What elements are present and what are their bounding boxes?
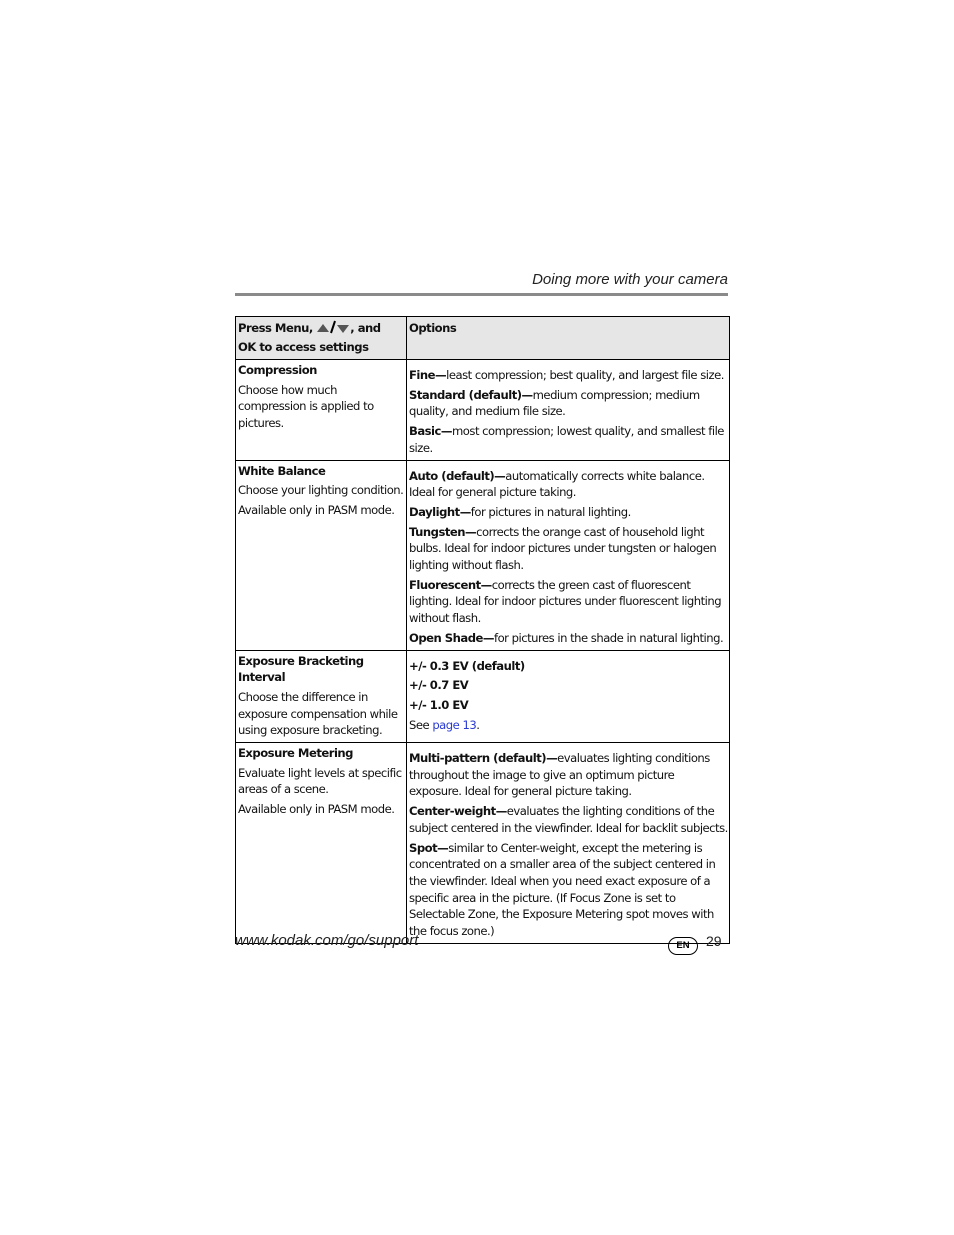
see-reference: See page 13. bbox=[409, 717, 480, 732]
option-item: Spot—similar to Center-weight, except the metering is concentrated on a smaller area of the subject centered in the viewfinder. Ideal when you need exact exposure of a specific area in the picture. (If Focus Zone is set to Selectable Zone, the Exposure Metering spot moves with the focus zone.) bbox=[409, 840, 716, 939]
option-item: Tungsten—corrects the orange cast of household light bulbs. Ideal for indoor pictures under tungsten or halogen lighting without flash. bbox=[409, 524, 717, 573]
options-cell bbox=[407, 650, 730, 743]
table-row bbox=[236, 460, 730, 650]
option-item: Daylight—for pictures in natural lighting. bbox=[409, 504, 631, 519]
options-cell bbox=[407, 460, 730, 650]
header-ok-text: OK to access settings bbox=[238, 339, 369, 354]
header-settings-cell bbox=[236, 317, 407, 360]
setting-availability: Available only in PASM mode. bbox=[238, 802, 395, 817]
setting-description: Choose your lighting condition. bbox=[238, 483, 404, 498]
option-item: Open Shade—for pictures in the shade in natural lighting. bbox=[409, 630, 724, 645]
option-item: Center-weight—evaluates the lighting conditions of the subject centered in the viewfinder. Ideal for backlit subjects. bbox=[409, 804, 728, 835]
option-item: +/- 0.7 EV bbox=[409, 678, 469, 693]
section-header: Doing more with your camera bbox=[532, 271, 728, 288]
setting-cell bbox=[236, 360, 407, 461]
setting-name: Exposure Bracketing Interval bbox=[238, 653, 364, 685]
language-badge: EN bbox=[668, 937, 698, 955]
option-item: Standard (default)—medium compression; medium quality, and medium file size. bbox=[409, 387, 700, 419]
option-item: Fluorescent—corrects the green cast of fluorescent lighting. Ideal for indoor pictures under fluorescent lighting without flash. bbox=[409, 577, 722, 626]
settings-table bbox=[235, 316, 730, 944]
option-item: Fine—least compression; best quality, and largest file size. bbox=[409, 368, 724, 382]
setting-description: Choose the difference in exposure compensation while using exposure bracketing. bbox=[238, 689, 398, 738]
option-item: Auto (default)—automatically corrects white balance. Ideal for general picture taking. bbox=[409, 468, 705, 500]
page-number: 29 bbox=[706, 933, 722, 949]
options-cell bbox=[407, 743, 730, 944]
header-press-menu-prefix: Press Menu, bbox=[238, 321, 317, 335]
support-url[interactable]: www.kodak.com/go/support bbox=[235, 932, 419, 949]
option-item: +/- 1.0 EV bbox=[409, 697, 469, 712]
setting-cell bbox=[236, 460, 407, 650]
options-cell bbox=[407, 360, 730, 461]
setting-cell bbox=[236, 743, 407, 944]
header-press-menu-suffix: , and bbox=[350, 321, 381, 335]
page-13-link[interactable]: page 13 bbox=[432, 717, 477, 732]
table-row bbox=[236, 743, 730, 944]
header-options-cell: Options bbox=[407, 317, 730, 360]
table-row bbox=[236, 360, 730, 461]
option-item: Multi-pattern (default)—evaluates lighting conditions throughout the image to give an optimum picture exposure. Ideal for general picture taking. bbox=[409, 751, 710, 799]
setting-name: White Balance bbox=[238, 463, 326, 478]
setting-name: Compression bbox=[238, 363, 317, 377]
setting-description: Evaluate light levels at specific areas of a scene. bbox=[238, 765, 402, 797]
setting-name: Exposure Metering bbox=[238, 746, 353, 761]
header-rule bbox=[235, 293, 728, 296]
table-row bbox=[236, 650, 730, 743]
up-down-arrow-icon bbox=[316, 320, 350, 339]
table-header-row bbox=[236, 317, 730, 360]
option-item: Basic—most compression; lowest quality, and smallest file size. bbox=[409, 424, 724, 455]
setting-description: Choose how much compression is applied to pictures. bbox=[238, 382, 374, 431]
setting-availability: Available only in PASM mode. bbox=[238, 502, 395, 517]
option-item: +/- 0.3 EV (default) bbox=[409, 658, 525, 673]
setting-cell bbox=[236, 650, 407, 743]
